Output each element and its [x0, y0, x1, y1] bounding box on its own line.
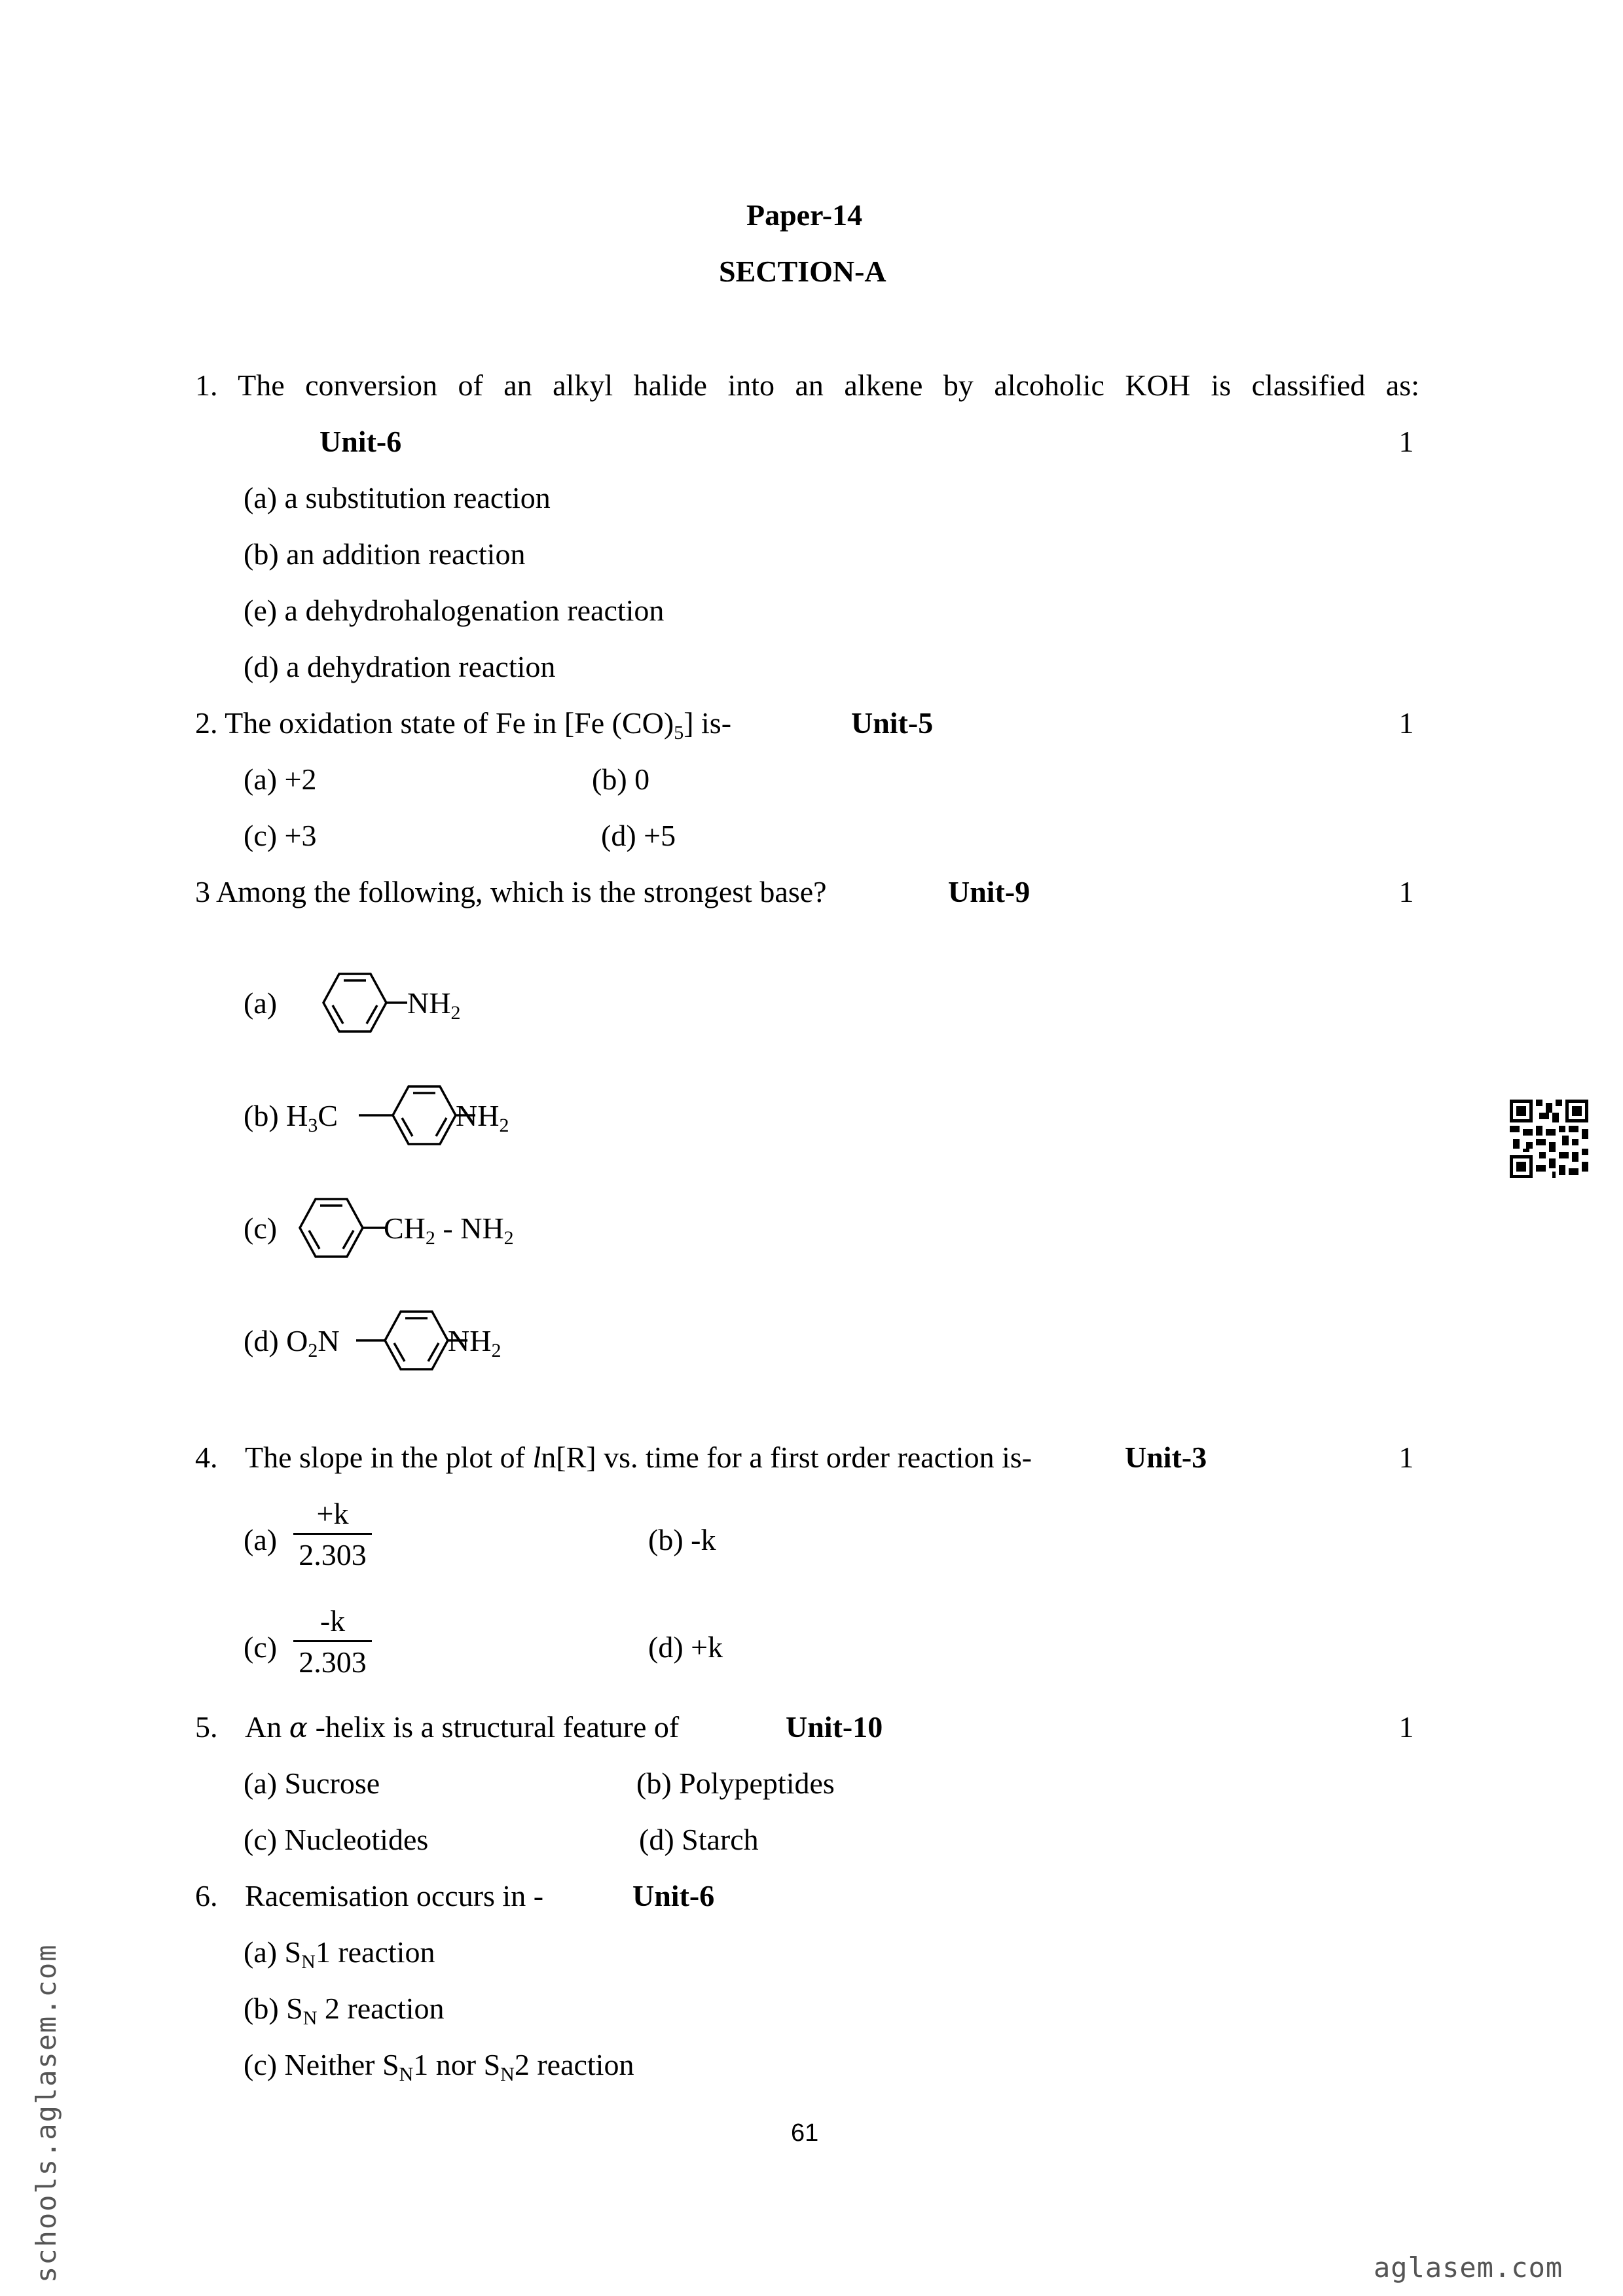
fraction-numerator: -k [319, 1604, 346, 1638]
question-3-option-b-group: $NH_2$ [456, 1099, 509, 1136]
question-1-marks: 1 [1398, 425, 1414, 458]
question-4-option-b: (b) -k [648, 1523, 716, 1556]
question-6-option-a: (a) $S_N1$ reaction [244, 1935, 435, 1973]
question-6-text: Racemisation occurs in - [245, 1879, 544, 1912]
question-4-option-c-label: (c) [244, 1630, 278, 1664]
question-5-option-c: (c) Nucleotides [244, 1823, 429, 1856]
question-2-option-c: (c) +3 [244, 819, 317, 852]
question-4-number: 4. [195, 1441, 218, 1474]
question-1-option-c: (e) a dehydrohalogenation reaction [244, 594, 665, 627]
question-4-unit: Unit-3 [1125, 1441, 1207, 1474]
question-5-marks: 1 [1398, 1710, 1414, 1744]
question-3-option-c-label: (c) [244, 1211, 278, 1245]
side-watermark: schools.aglasem.com [30, 1943, 62, 2283]
question-1-unit: Unit-6 [319, 425, 402, 458]
question-1-text: 1. The conversion of an alkyl halide into an alkene by alcoholic KOH is classified as: [195, 368, 1419, 402]
question-6-unit: Unit-6 [632, 1879, 715, 1912]
question-6-option-c: (c) Neither $S_N1$ nor $S_N2$ reaction [244, 2048, 634, 2085]
question-5-option-a: (a) Sucrose [244, 1767, 380, 1800]
question-5-option-b: (b) Polypeptides [636, 1767, 835, 1800]
question-4-option-a-fraction [293, 1499, 372, 1570]
question-1-option-a: (a) a substitution reaction [244, 481, 551, 514]
question-2-option-d: (d) +5 [601, 819, 676, 852]
corner-watermark: aglasem.com [1374, 2251, 1563, 2284]
question-2-option-b: (b) 0 [592, 762, 650, 796]
benzene-ring-icon [321, 971, 389, 1034]
alpha-symbol: α [289, 1712, 308, 1744]
question-3-option-a-label: (a) [244, 986, 278, 1020]
question-1-option-d: (d) a dehydration reaction [244, 650, 556, 683]
question-3-option-d-group: $NH_2$ [448, 1324, 501, 1361]
benzene-ring-icon [382, 1309, 450, 1372]
fraction-denominator: 2.303 [293, 1533, 372, 1570]
question-4-option-d: (d) +k [648, 1630, 723, 1664]
section-title: SECTION-A [719, 255, 886, 288]
question-3-option-a-group: $NH_2$ [407, 986, 461, 1024]
question-5-text: An α -helix is a structural feature of [245, 1710, 680, 1744]
question-2-text: 2. The oxidation state of Fe in [Fe $(CO)_5$] is- [195, 706, 732, 744]
question-3-unit: Unit-9 [948, 875, 1030, 908]
fraction-numerator: +k [316, 1497, 349, 1530]
question-2-unit: Unit-5 [851, 706, 934, 740]
paper-title: Paper-14 [746, 198, 863, 232]
question-4-marks: 1 [1398, 1441, 1414, 1474]
benzene-ring-icon [297, 1196, 365, 1259]
question-5-number: 5. [195, 1710, 218, 1744]
question-3-option-b-label: (b) $H_3C$ [244, 1099, 338, 1136]
question-3-marks: 1 [1398, 875, 1414, 908]
question-4-option-c-fraction [293, 1606, 372, 1677]
question-1-option-b: (b) an addition reaction [244, 537, 526, 571]
question-5-option-d: (d) Starch [639, 1823, 759, 1856]
fraction-denominator: 2.303 [293, 1640, 372, 1677]
question-6-number: 6. [195, 1879, 218, 1912]
question-3-option-d-label: (d) $O_2N$ [244, 1324, 340, 1361]
qr-code-icon[interactable] [1510, 1100, 1588, 1178]
question-4-text: The slope in the plot of ln[R] vs. time for a first order reaction is- [245, 1441, 1032, 1474]
question-3-text: 3 Among the following, which is the strongest base? [195, 875, 827, 908]
question-3-option-c-group: $CH_2 - NH_2$ [384, 1211, 514, 1249]
question-6-option-b: (b) $S_N$ 2 reaction [244, 1992, 445, 2029]
question-2-marks: 1 [1398, 706, 1414, 740]
page-number: 61 [791, 2119, 819, 2147]
question-2-option-a: (a) +2 [244, 762, 317, 796]
question-5-unit: Unit-10 [786, 1710, 883, 1744]
question-4-option-a-label: (a) [244, 1523, 278, 1556]
benzene-ring-icon [390, 1084, 458, 1147]
